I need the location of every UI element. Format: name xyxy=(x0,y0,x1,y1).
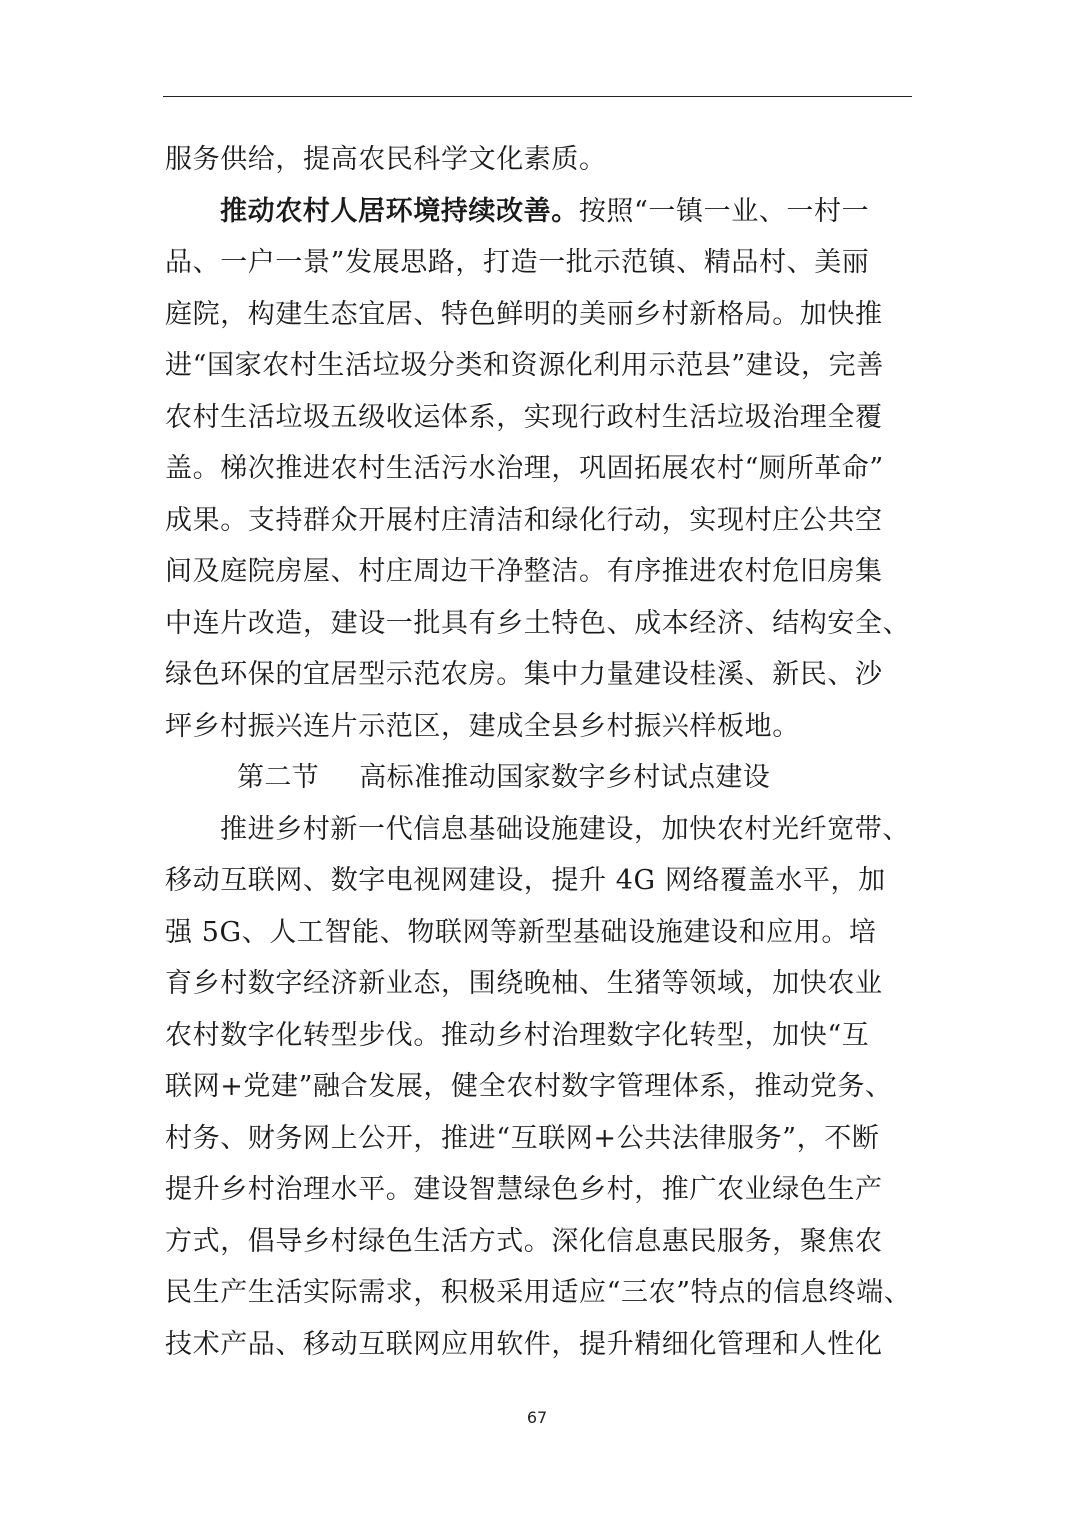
paragraph-line xyxy=(165,186,915,238)
paragraph-line: 民生产生活实际需求，积极采用适应“三农”特点的信息终端、 xyxy=(165,1277,912,1308)
paragraph-line: 农村数字化转型步伐。推动乡村治理数字化转型，加快“互 xyxy=(165,1019,870,1051)
paragraph-line: 盖。梯次推进农村生活污水治理，巩固拓展农村“厕所革命” xyxy=(165,453,884,484)
paragraph-lead: 推动农村人居环境持续改善。 xyxy=(220,195,579,227)
paragraph-line: 庭院，构建生态宜居、特色鲜明的美丽乡村新格局。加快推 xyxy=(165,298,883,330)
paragraph-line: 提升乡村治理水平。建设智慧绿色乡村，推广农业绿色生产 xyxy=(165,1174,883,1205)
paragraph-line: 品、一户一景”发展思路，打造一批示范镇、精品村、美丽 xyxy=(165,247,870,278)
paragraph-line: 技术产品、移动互联网应用软件，提升精细化管理和人性化 xyxy=(165,1328,883,1360)
paragraph-line: 育乡村数字经济新业态，围绕晚柚、生猪等领域，加快农业 xyxy=(165,968,883,999)
section-number: 第二节 xyxy=(237,762,320,793)
paragraph-line: 推进乡村新一代信息基础设施建设，加快农村光纤宽带、 xyxy=(220,813,910,845)
paragraph-line: 间及庭院房屋、村庄周边干净整洁。有序推进农村危旧房集 xyxy=(165,556,883,587)
paragraph-text: 按照“一镇一业、一村一 xyxy=(578,195,870,227)
paragraph-line: 进“国家农村生活垃圾分类和资源化利用示范县”建设，完善 xyxy=(165,350,884,381)
page-number: 67 xyxy=(526,1408,548,1427)
paragraph-line: 中连片改造，建设一批具有乡土特色、成本经济、结构安全、 xyxy=(165,607,911,639)
header-rule xyxy=(163,96,912,97)
paragraph-line: 坪乡村振兴连片示范区，建成全县乡村振兴样板地。 xyxy=(165,710,800,742)
paragraph-line: 农村生活垃圾五级收运体系，实现行政村生活垃圾治理全覆 xyxy=(165,401,883,433)
document-body xyxy=(165,134,915,1370)
paragraph-line: 绿色环保的宜居型示范农房。集中力量建设桂溪、新民、沙 xyxy=(165,659,883,690)
paragraph-line: 强 5G、人工智能、物联网等新型基础设施建设和应用。培 xyxy=(165,916,877,948)
paragraph-line: 成果。支持群众开展村庄清洁和绿化行动，实现村庄公共空 xyxy=(165,504,883,536)
section-title: 高标准推动国家数字乡村试点建设 xyxy=(359,762,771,793)
paragraph-line: 村务、财务网上公开，推进“互联网+公共法律服务”，不断 xyxy=(165,1122,880,1154)
paragraph-line: 方式，倡导乡村绿色生活方式。深化信息惠民服务，聚焦农 xyxy=(165,1225,883,1257)
section-heading xyxy=(165,752,915,804)
paragraph-line: 联网+党建”融合发展，健全农村数字管理体系，推动党务、 xyxy=(165,1071,893,1102)
paragraph-line: 移动互联网、数字电视网建设，提升 4G 网络覆盖水平，加 xyxy=(165,865,886,896)
paragraph-line: 服务供给，提高农民科学文化素质。 xyxy=(165,144,607,175)
